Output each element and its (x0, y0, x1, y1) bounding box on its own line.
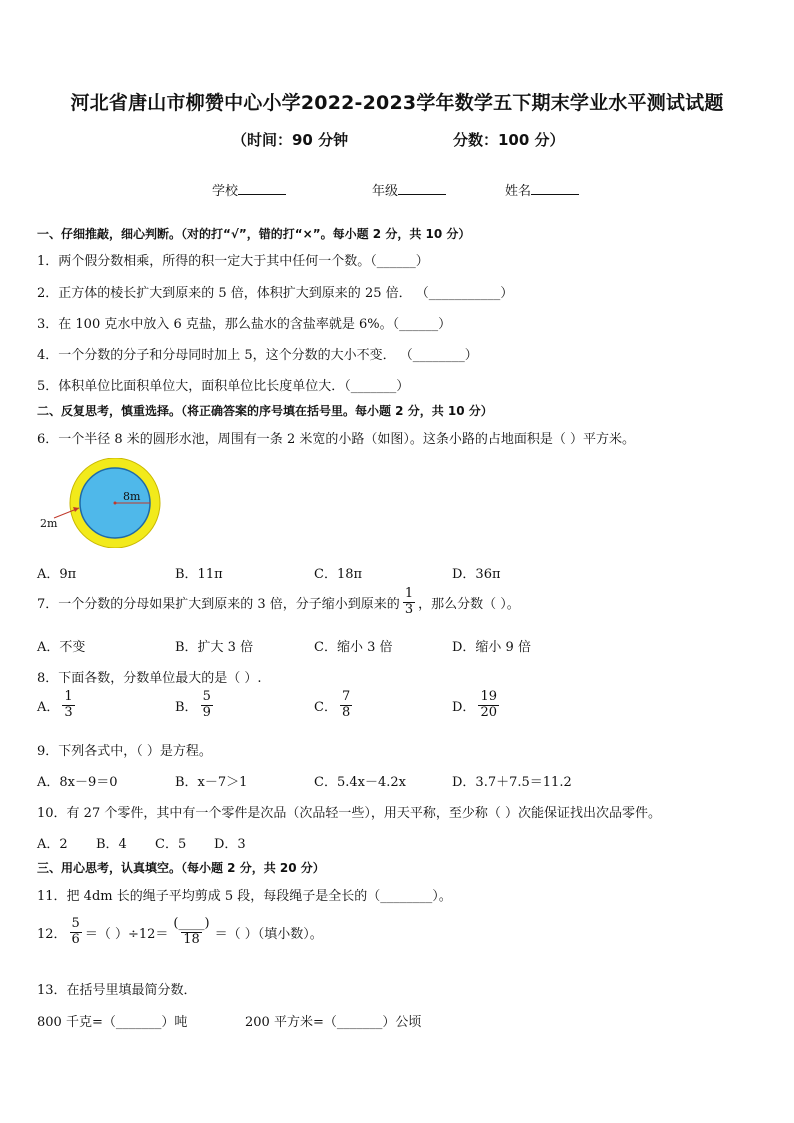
q13-part-b: 200 平方米=（_______）公顷 (245, 1015, 422, 1030)
q8-c-den: 8 (341, 704, 351, 720)
page-title: 河北省唐山市柳赞中心小学2022-2023学年数学五下期末学业水平测试试题 (70, 92, 724, 114)
question-12 (37, 917, 323, 948)
exam-time: （时间：90 分钟 (232, 131, 349, 149)
question-13: 13．在括号里填最简分数． (37, 983, 197, 998)
q8-option-d-label: D． (452, 699, 476, 715)
q12-frac1-num: 5 (71, 916, 80, 931)
question-10: 10．有 27 个零件，其中有一个零件是次品（次品轻一些），用天平称，至少称（ ）次能保证找出次品零件。 (37, 806, 661, 821)
question-6: 6．一个半径 8 米的圆形水池，周围有一条 2 米宽的小路（如图）。这条小路的占地面积是（ ）平方米。 (37, 432, 635, 447)
question-2: 2．正方体的棱长扩大到原来的 5 倍，体积扩大到原来的 25 倍． （___________） (37, 286, 514, 301)
q7-option-c: C．缩小 3 倍 (314, 640, 393, 655)
question-1: 1．两个假分数相乘，所得的积一定大于其中任何一个数。（______） (37, 254, 429, 269)
q10-option-a: A．2 (37, 837, 68, 852)
section-3-heading: 三、用心思考，认真填空。（每小题 2 分，共 20 分） (37, 861, 325, 875)
question-4: 4．一个分数的分子和分母同时加上 5，这个分数的大小不变． （________） (37, 348, 478, 363)
name-field[interactable] (505, 180, 579, 199)
q10-option-b: B．4 (96, 837, 127, 852)
grade-field[interactable] (372, 180, 446, 199)
q7-option-a: A．不变 (37, 640, 86, 655)
q12-frac2-den: 18 (183, 931, 200, 947)
q6-option-c: C．18π (314, 567, 363, 582)
exam-score: 分数：100 分） (453, 131, 565, 149)
pond-figure (36, 458, 166, 548)
center-dot (114, 502, 117, 505)
q9-option-c: C．5.4x－4.2x (314, 775, 406, 790)
q8-option-b (175, 690, 216, 721)
q8-option-b-label: B． (175, 699, 198, 715)
radius-label: 8m (123, 490, 141, 503)
q6-option-d: D．36π (452, 567, 501, 582)
q8-option-c (314, 690, 355, 721)
q8-option-d (452, 690, 502, 721)
grade-label: 年级 (372, 184, 399, 199)
q7-option-d: D．缩小 9 倍 (452, 640, 531, 655)
q7-text-pre: 7．一个分数的分母如果扩大到原来的 3 倍，分子缩小到原来的 (37, 596, 400, 612)
width-label: 2m (40, 517, 58, 530)
school-label: 学校 (212, 184, 239, 199)
q8-d-den: 20 (480, 704, 497, 720)
q8-c-num: 7 (341, 689, 351, 704)
q8-b-num: 5 (202, 689, 211, 704)
name-label: 姓名 (505, 184, 532, 199)
q9-option-b: B．x－7＞1 (175, 775, 248, 790)
q6-option-b: B．11π (175, 567, 223, 582)
section-1-heading: 一、仔细推敲，细心判断。（对的打“√”，错的打“×”。每小题 2 分，共 10 分） (37, 227, 471, 241)
section-2-heading: 二、反复思考，慎重选择。（将正确答案的序号填在括号里。每小题 2 分，共 10 分） (37, 404, 493, 418)
q9-option-a: A．8x－9＝0 (37, 775, 118, 790)
q9-option-d: D．3.7＋7.5＝11.2 (452, 775, 572, 790)
q8-option-a-label: A． (37, 699, 60, 715)
q7-text-post: ，那么分数（ ）。 (418, 596, 520, 612)
question-7 (37, 587, 520, 618)
name-blank[interactable] (531, 181, 579, 195)
grade-blank[interactable] (398, 181, 446, 195)
school-field[interactable] (212, 180, 286, 199)
q8-a-num: 1 (64, 689, 73, 704)
q10-option-d: D．3 (214, 837, 246, 852)
q7-frac-num: 1 (404, 586, 414, 601)
q8-option-c-label: C． (314, 699, 337, 715)
q12-frac1-den: 6 (71, 931, 80, 947)
question-9: 9．下列各式中，（ ）是方程。 (37, 744, 212, 759)
q12-text-post: ＝（ ）（填小数）。 (214, 926, 323, 942)
question-8: 8．下面各数，分数单位最大的是（ ）. (37, 671, 262, 686)
q10-option-c: C．5 (155, 837, 187, 852)
q7-frac-den: 3 (404, 601, 414, 617)
q7-fraction (403, 587, 415, 618)
q12-text-mid: ＝（ ）÷12＝ (84, 926, 169, 942)
school-blank[interactable] (238, 181, 286, 195)
q7-option-b: B．扩大 3 倍 (175, 640, 254, 655)
q13-part-a: 800 千克=（_______）吨 (37, 1015, 188, 1030)
question-3: 3．在 100 克水中放入 6 克盐，那么盐水的含盐率就是 6%。（______） (37, 317, 452, 332)
q12-label: 12． (37, 926, 67, 942)
question-5: 5．体积单位比面积单位大，面积单位比长度单位大．（_______） (37, 379, 410, 394)
q6-option-a: A．9π (37, 567, 77, 582)
q8-a-den: 3 (64, 704, 73, 720)
question-11: 11．把 4dm 长的绳子平均剪成 5 段，每段绳子是全长的（________）。 (37, 889, 452, 904)
q12-frac2-num: (____) (173, 916, 210, 931)
q8-d-num: 19 (480, 689, 497, 704)
q8-b-den: 9 (202, 704, 211, 720)
q8-option-a (37, 690, 78, 721)
